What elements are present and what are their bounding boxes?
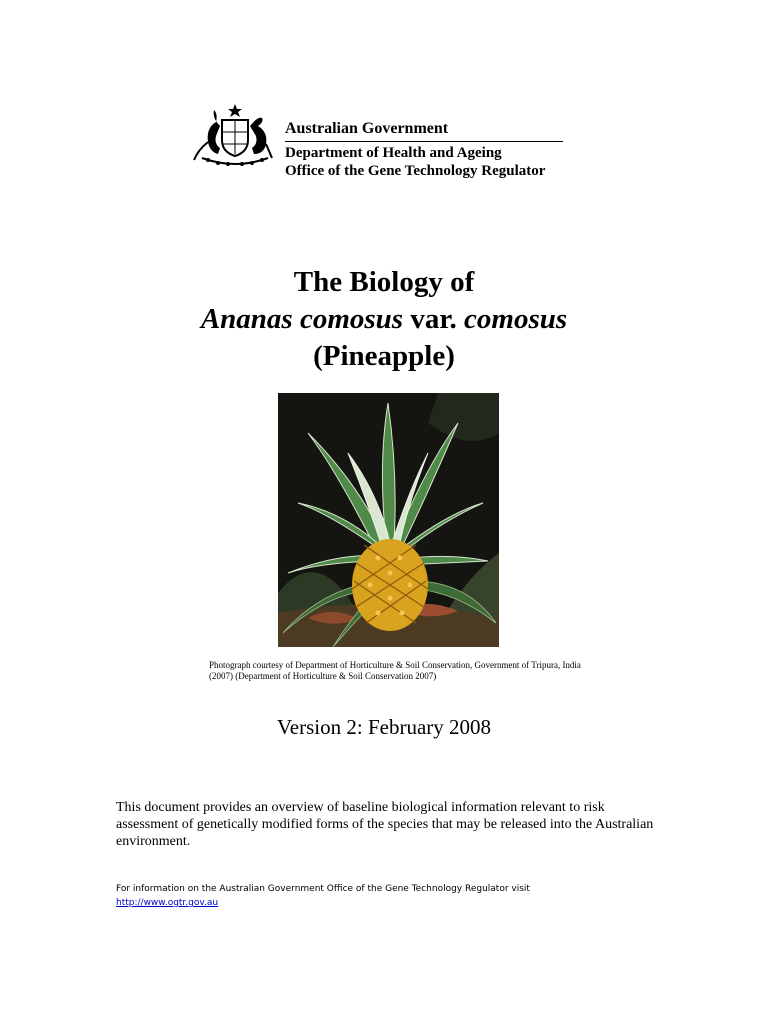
pineapple-photo (278, 393, 499, 647)
document-title-line1: The Biology of (293, 266, 475, 298)
government-header (186, 100, 586, 186)
document-description: This document provides an overview of baseline biological information relevant to risk assessment of genetically modified forms of the species that may be released into the Australian environment. (116, 800, 654, 849)
coat-of-arms-icon (192, 102, 278, 168)
caption-line-2: (2007) (Department of Horticulture & Soil Conservation 2007) (209, 671, 437, 681)
photo-caption (209, 660, 649, 682)
ogtr-website-link[interactable]: http://www.ogtr.gov.au (116, 898, 219, 908)
document-title-common-name: (Pineapple) (313, 340, 455, 372)
ogtr-info-text: For information on the Australian Government Office of the Gene Technology Regulator visit (116, 884, 530, 894)
caption-line-1: Photograph courtesy of Department of Horticulture & Soil Conservation, Government of Tripura, India (209, 660, 581, 670)
document-title-species (0, 303, 768, 336)
office-name: Office of the Gene Technology Regulator (285, 163, 546, 179)
species-name: Ananas comosus (200, 303, 404, 335)
var-word: var. (410, 303, 457, 335)
variety-name: comosus (464, 303, 568, 335)
department-name: Department of Health and Ageing (285, 145, 502, 161)
header-divider (285, 141, 563, 142)
version-label: Version 2: February 2008 (276, 715, 492, 739)
government-name: Australian Government (285, 120, 449, 137)
